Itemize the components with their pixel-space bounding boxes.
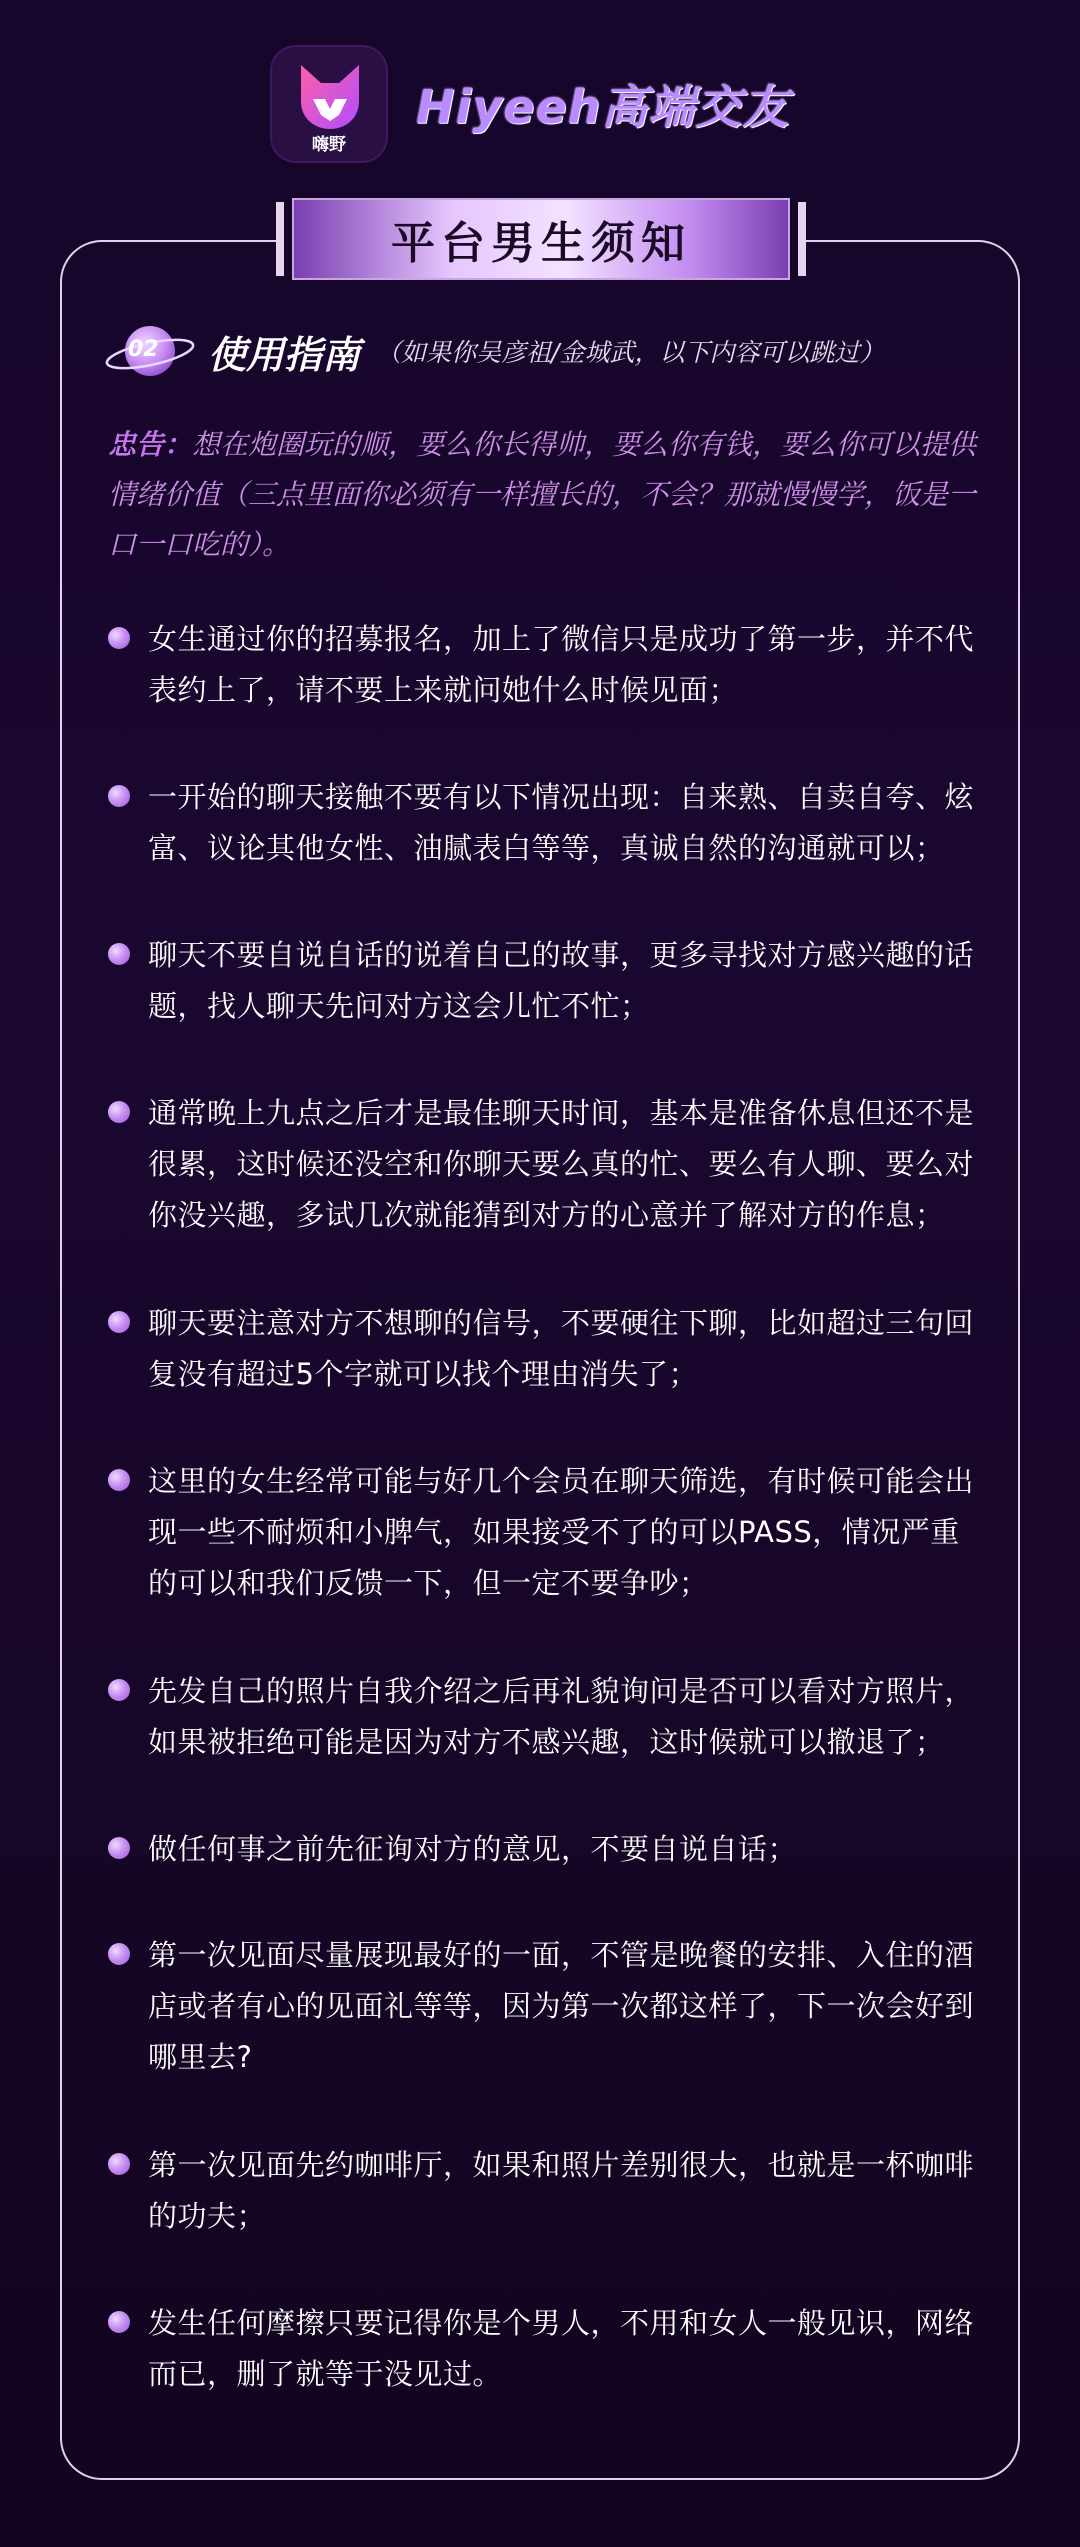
section-title: 使用指南 — [208, 332, 361, 377]
list-item-text: 先发自己的照片自我介绍之后再礼貌询问是否可以看对方照片，如果被拒绝可能是因为对方不感兴趣，这时候就可以撤退了； — [148, 1674, 975, 1759]
list-item — [108, 1824, 988, 1875]
list-item-text: 聊天要注意对方不想聊的信号，不要硬往下聊，比如超过三句回复没有超过5个字就可以找个理由消失了； — [148, 1306, 975, 1391]
list-item-text: 这里的女生经常可能与好几个会员在聊天筛选，有时候可能会出现一些不耐烦和小脾气，如果接受不了的可以PASS，情况严重的可以和我们反馈一下，但一定不要争吵； — [148, 1464, 975, 1600]
fox-logo-icon — [293, 59, 367, 133]
list-item-text: 第一次见面先约咖啡厅，如果和照片差别很大，也就是一杯咖啡的功夫； — [148, 2148, 975, 2233]
warning-paragraph — [108, 420, 988, 570]
section-note: （如果你吴彦祖/金城武，以下内容可以跳过） — [376, 338, 885, 367]
list-item — [108, 1298, 988, 1400]
app-logo — [270, 45, 388, 163]
logo-text: 嗨野 — [312, 135, 346, 155]
list-item — [108, 930, 988, 1032]
list-item — [108, 1088, 988, 1241]
list-item-text: 发生任何摩擦只要记得你是个男人，不用和女人一般见识，网络而已，删了就等于没见过。 — [148, 2306, 975, 2391]
bullet-dot-icon — [108, 1469, 130, 1491]
banner-title: 平台男生须知 — [391, 218, 691, 269]
banner-left-edge — [276, 202, 284, 276]
header — [270, 44, 789, 164]
title-banner — [276, 198, 806, 280]
bullet-dot-icon — [108, 1943, 130, 1965]
list-item — [108, 2298, 988, 2400]
list-item-text: 第一次见面尽量展现最好的一面，不管是晚餐的安排、入住的酒店或者有心的见面礼等等，因为第一次都这样了，下一次会好到哪里去? — [148, 1938, 975, 2074]
list-item-text: 聊天不要自说自话的说着自己的故事，更多寻找对方感兴趣的话题，找人聊天先问对方这会儿忙不忙； — [148, 938, 975, 1023]
bullet-dot-icon — [108, 943, 130, 965]
list-item-text: 女生通过你的招募报名，加上了微信只是成功了第一步，并不代表约上了，请不要上来就问她什么时候见面； — [148, 622, 975, 707]
list-item — [108, 614, 988, 716]
list-item — [108, 772, 988, 874]
banner-right-edge — [798, 202, 806, 276]
bullet-dot-icon — [108, 2311, 130, 2333]
list-item-text: 通常晚上九点之后才是最佳聊天时间，基本是准备休息但还不是很累，这时候还没空和你聊天要么真的忙、要么有人聊、要么对你没兴趣，多试几次就能猜到对方的心意并了解对方的作息； — [148, 1096, 975, 1232]
list-item — [108, 2140, 988, 2242]
bullet-dot-icon — [108, 1837, 130, 1859]
bullet-dot-icon — [108, 1679, 130, 1701]
list-item — [108, 1930, 988, 2083]
section-number: 02 — [128, 337, 159, 362]
section-number-badge — [104, 320, 196, 382]
section-header — [104, 316, 884, 386]
bullet-dot-icon — [108, 785, 130, 807]
warning-label: 忠告： — [108, 428, 193, 461]
warning-text: 想在炮圈玩的顺，要么你长得帅，要么你有钱，要么你可以提供情绪价值（三点里面你必须有一样擅长的，不会？那就慢慢学，饭是一口一口吃的）。 — [108, 428, 977, 561]
list-item — [108, 1456, 988, 1609]
list-item — [108, 1666, 988, 1768]
list-item-text: 做任何事之前先征询对方的意见，不要自说自话； — [148, 1832, 798, 1866]
bullet-dot-icon — [108, 627, 130, 649]
bullet-dot-icon — [108, 1311, 130, 1333]
bullet-dot-icon — [108, 1101, 130, 1123]
app-title: Hiyeeh高端交友 — [416, 80, 790, 134]
banner-plate — [292, 198, 790, 280]
bullet-dot-icon — [108, 2153, 130, 2175]
list-item-text: 一开始的聊天接触不要有以下情况出现：自来熟、自卖自夸、炫富、议论其他女性、油腻表白等等，真诚自然的沟通就可以； — [148, 780, 975, 865]
